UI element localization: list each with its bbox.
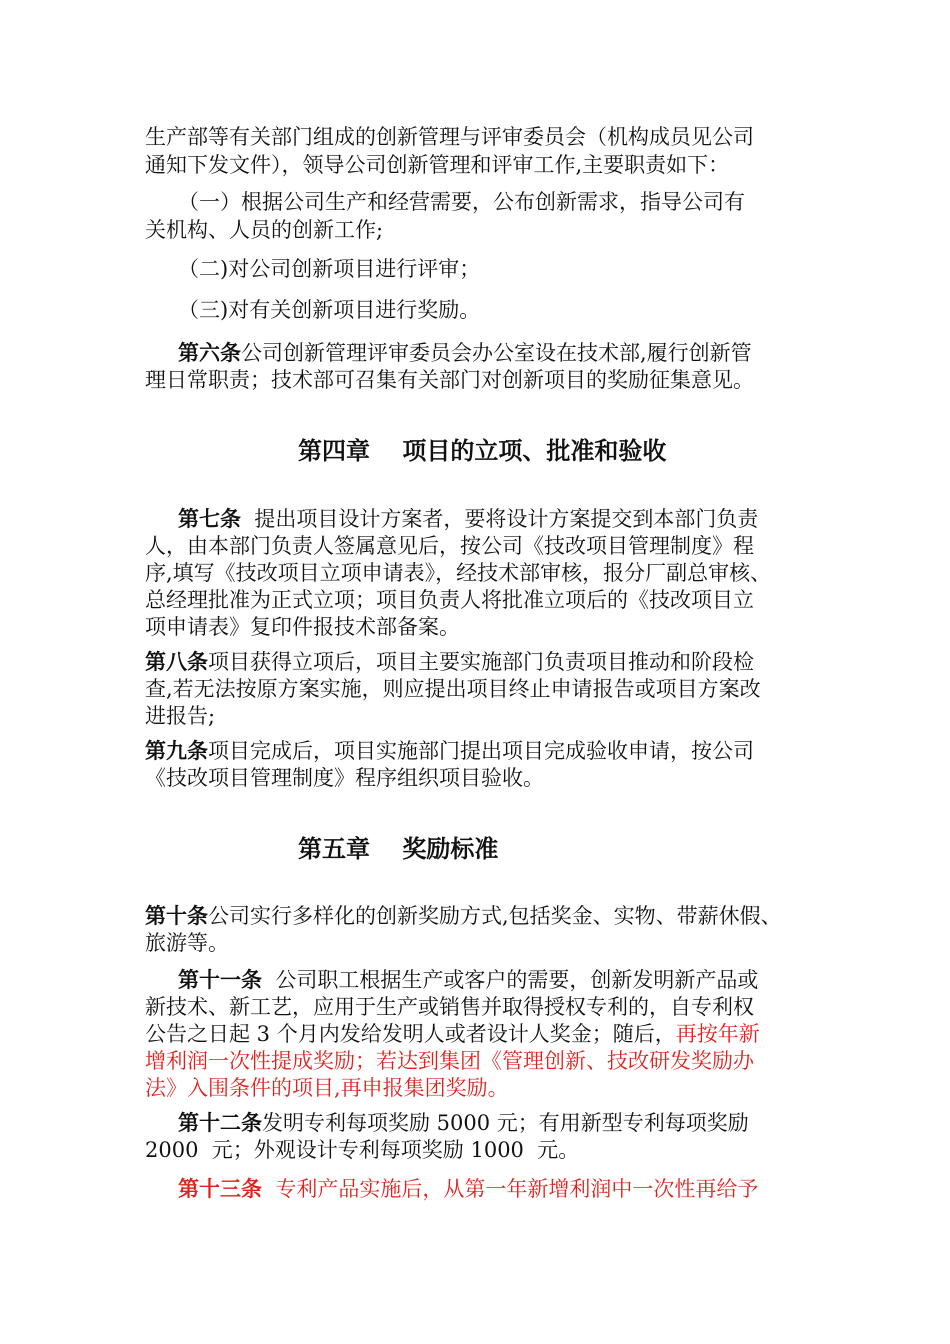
article-8-line-1	[145, 649, 754, 675]
article-11-text-3a: 公告之日起 3 个月内发给发明人或者设计人奖金；随后，	[145, 1022, 676, 1046]
article-11-text-1: 公司职工根据生产或客户的需要，创新发明新产品或	[262, 968, 759, 992]
article-6-label: 第六条	[178, 341, 241, 365]
article-7-line-4: 总经理批准为正式立项；项目负责人将批准立项后的《技改项目立	[145, 588, 754, 612]
article-7-line-3: 序,填写《技改项目立项申请表》，经技术部审核，报分厂副总审核、	[145, 561, 772, 585]
article-7-line-5: 项申请表》复印件报技术部备案。	[145, 615, 460, 639]
article-8-text-1: 项目获得立项后，项目主要实施部门负责项目推动和阶段检	[208, 650, 754, 674]
article-9-label: 第九条	[145, 739, 208, 763]
article-12-line-1	[178, 1110, 749, 1136]
intro-line-2: 通知下发文件），领导公司创新管理和评审工作,主要职责如下：	[145, 153, 730, 177]
article-9-line-2: 《技改项目管理制度》程序组织项目验收。	[145, 766, 544, 790]
chapter-4-heading: 第四章 项目的立项、批准和验收	[298, 437, 667, 465]
article-8-label: 第八条	[145, 650, 208, 674]
article-10-line-1	[145, 903, 782, 929]
article-13-text-1: 专利产品实施后，从第一年新增利润中一次性再给予	[262, 1177, 759, 1201]
article-11-line-1	[178, 967, 758, 993]
article-7-label: 第七条	[178, 507, 241, 531]
article-12-text-1: 发明专利每项奖励 5000 元；有用新型专利每项奖励	[262, 1111, 749, 1135]
article-6-line-1	[178, 340, 752, 366]
article-11-line-4: 增利润一次性提成奖励；若达到集团《管理创新、技改研发奖励办	[145, 1049, 754, 1073]
article-13-line-1	[178, 1176, 758, 1202]
duty-3: （三)对有关创新项目进行奖励。	[178, 298, 481, 322]
article-12-label: 第十二条	[178, 1111, 262, 1135]
article-6-text-1: 公司创新管理评审委员会办公室设在技术部,履行创新管	[241, 341, 752, 365]
article-7-text-1: 提出项目设计方案者，要将设计方案提交到本部门负责	[241, 507, 759, 531]
intro-line-1: 生产部等有关部门组成的创新管理与评审委员会（机构成员见公司	[145, 125, 754, 149]
article-7-line-2: 人，由本部门负责人签属意见后，按公司《技改项目管理制度》程	[145, 534, 754, 558]
duty-1-line-1: （一）根据公司生产和经营需要，公布创新需求，指导公司有	[178, 190, 745, 214]
duty-1-line-2: 关机构、人员的创新工作;	[145, 218, 384, 242]
article-11-line-2: 新技术、新工艺，应用于生产或销售并取得授权专利的，自专利权	[145, 995, 754, 1019]
chapter-5-heading: 第五章 奖励标准	[298, 835, 499, 863]
article-11-text-3b: 再按年新	[675, 1022, 760, 1046]
article-11-label: 第十一条	[178, 968, 262, 992]
article-11-line-3	[145, 1021, 760, 1047]
article-8-line-2: 查,若无法按原方案实施，则应提出项目终止申请报告或项目方案改	[145, 677, 761, 701]
duty-2: （二)对公司创新项目进行评审；	[178, 257, 481, 281]
article-9-text-1: 项目完成后，项目实施部门提出项目完成验收申请，按公司	[208, 739, 754, 763]
article-6-line-2: 理日常职责；技术部可召集有关部门对创新项目的奖励征集意见。	[145, 368, 754, 392]
article-9-line-1	[145, 738, 754, 764]
article-10-line-2: 旅游等。	[145, 931, 229, 955]
article-13-label: 第十三条	[178, 1177, 262, 1201]
article-10-label: 第十条	[145, 904, 208, 928]
article-12-line-2: 2000 元；外观设计专利每项奖励 1000 元。	[145, 1138, 580, 1162]
article-10-text-1: 公司实行多样化的创新奖励方式,包括奖金、实物、带薪休假、	[208, 904, 782, 928]
article-8-line-3: 进报告;	[145, 704, 216, 728]
article-11-line-5: 法》入围条件的项目,再申报集团奖励。	[145, 1076, 509, 1100]
article-7-line-1	[178, 506, 758, 532]
